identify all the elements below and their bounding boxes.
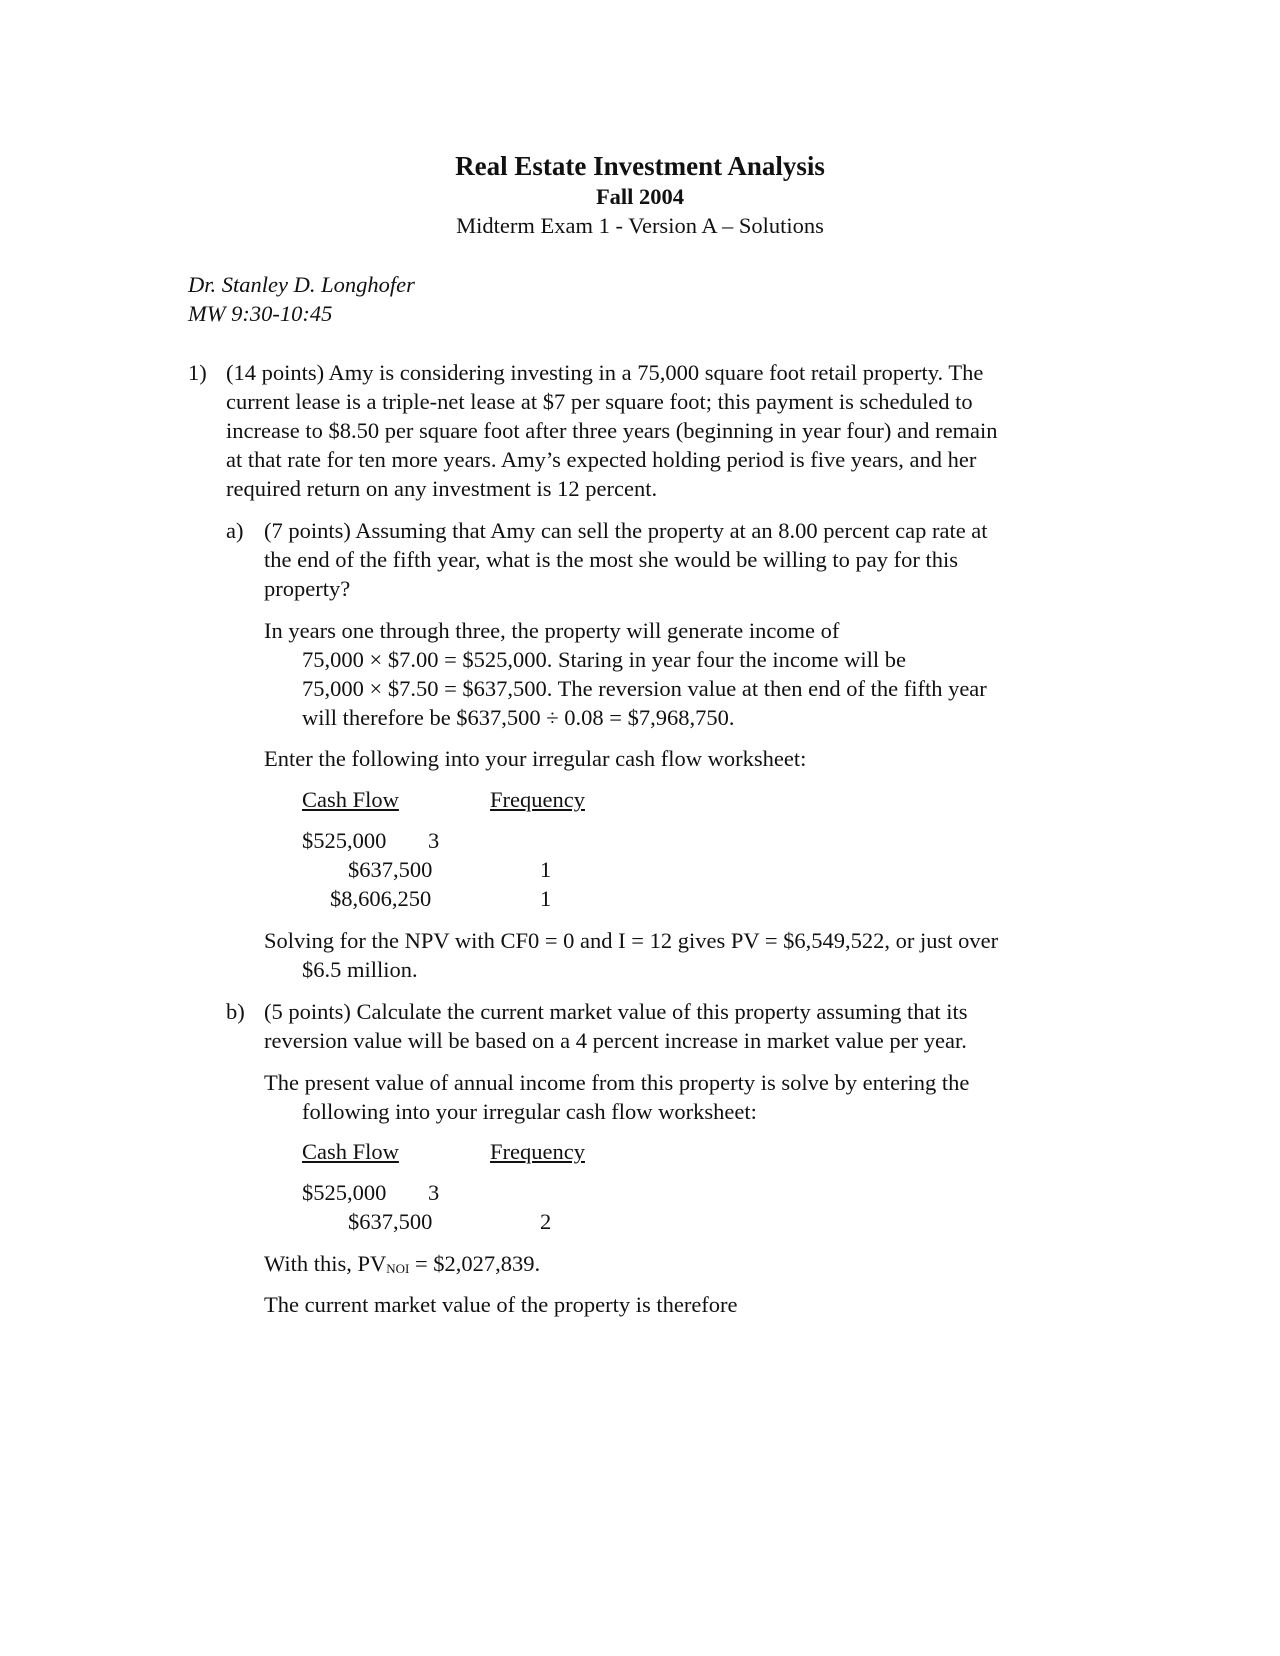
qa-row-cash-flow: $637,500 — [348, 857, 433, 882]
qb-closing: The current market value of the property is therefore — [264, 1292, 738, 1317]
qa-line: (7 points) Assuming that Amy can sell the property at an 8.00 percent cap rate at — [264, 518, 988, 543]
q1-text — [226, 358, 998, 503]
q1-line: required return on any investment is 12 percent. — [226, 476, 658, 501]
q1-number: 1) — [188, 360, 207, 385]
document-term: Fall 2004 — [595, 184, 685, 209]
qb-pv-subscript: NOI — [386, 1261, 410, 1276]
qa-row-frequency: 3 — [428, 828, 440, 853]
qa-label: a) — [226, 518, 244, 543]
qb-label: b) — [226, 999, 245, 1024]
qb-pv-prefix: With this, PV — [264, 1251, 387, 1276]
qa-answer-line: 75,000 × $7.00 = $525,000. Staring in year four the income will be — [302, 647, 907, 672]
instructor-schedule: MW 9:30-10:45 — [188, 301, 333, 326]
qa-row-frequency: 1 — [540, 857, 552, 882]
instructor-name: Dr. Stanley D. Longhofer — [188, 272, 415, 297]
qa-worksheet-intro: Enter the following into your irregular cash flow worksheet: — [264, 746, 807, 771]
qb-answer-line: The present value of annual income from this property is solve by entering the — [264, 1070, 970, 1095]
qa-solve — [264, 926, 998, 984]
qb-row-frequency: 2 — [540, 1209, 552, 1234]
qb-row-cash-flow: $525,000 — [302, 1180, 387, 1205]
qb-pv-suffix: = $2,027,839. — [409, 1251, 541, 1276]
document-exam-label: Midterm Exam 1 - Version A – Solutions — [456, 213, 824, 238]
qa-answer-line: In years one through three, the property will generate income of — [264, 618, 840, 643]
qb-line: reversion value will be based on a 4 percent increase in market value per year. — [264, 1028, 967, 1053]
qb-header-cash-flow: Cash Flow — [302, 1139, 399, 1164]
qb-pv-line — [264, 1249, 540, 1283]
qa-solve-line: $6.5 million. — [302, 957, 418, 982]
qa-solve-line: Solving for the NPV with CF0 = 0 and I = 12 gives PV = $6,549,522, or just over — [264, 928, 999, 953]
q1-line: increase to $8.50 per square foot after three years (beginning in year four) and remain — [226, 418, 998, 443]
qa-line: the end of the fifth year, what is the most she would be willing to pay for this — [264, 547, 958, 572]
qa-row-cash-flow: $8,606,250 — [330, 886, 432, 911]
qb-answer-line: following into your irregular cash flow worksheet: — [302, 1099, 757, 1124]
qa-header-cash-flow: Cash Flow — [302, 787, 399, 812]
q1-line: at that rate for ten more years. Amy’s expected holding period is five years, and her — [226, 447, 977, 472]
document-title: Real Estate Investment Analysis — [455, 151, 825, 181]
qa-answer-line: 75,000 × $7.50 = $637,500. The reversion value at then end of the fifth year — [302, 676, 987, 701]
qb-answer — [264, 1068, 969, 1126]
qa-row-frequency: 1 — [540, 886, 552, 911]
qa-answer — [264, 616, 987, 732]
q1-line: (14 points) Amy is considering investing in a 75,000 square foot retail property. The — [226, 360, 984, 385]
qa-header-frequency: Frequency — [490, 787, 585, 812]
qa-answer-line: will therefore be $637,500 ÷ 0.08 = $7,968,750. — [302, 705, 735, 730]
instructor-block — [188, 270, 415, 328]
qb-header-frequency: Frequency — [490, 1139, 585, 1164]
title-block — [0, 150, 1280, 240]
qa-row-cash-flow: $525,000 — [302, 828, 387, 853]
qb-text — [264, 997, 968, 1055]
qb-row-cash-flow: $637,500 — [348, 1209, 433, 1234]
qa-text — [264, 516, 988, 603]
qa-line: property? — [264, 576, 351, 601]
qb-line: (5 points) Calculate the current market value of this property assuming that its — [264, 999, 968, 1024]
qb-row-frequency: 3 — [428, 1180, 440, 1205]
q1-line: current lease is a triple-net lease at $7 per square foot; this payment is scheduled to — [226, 389, 973, 414]
